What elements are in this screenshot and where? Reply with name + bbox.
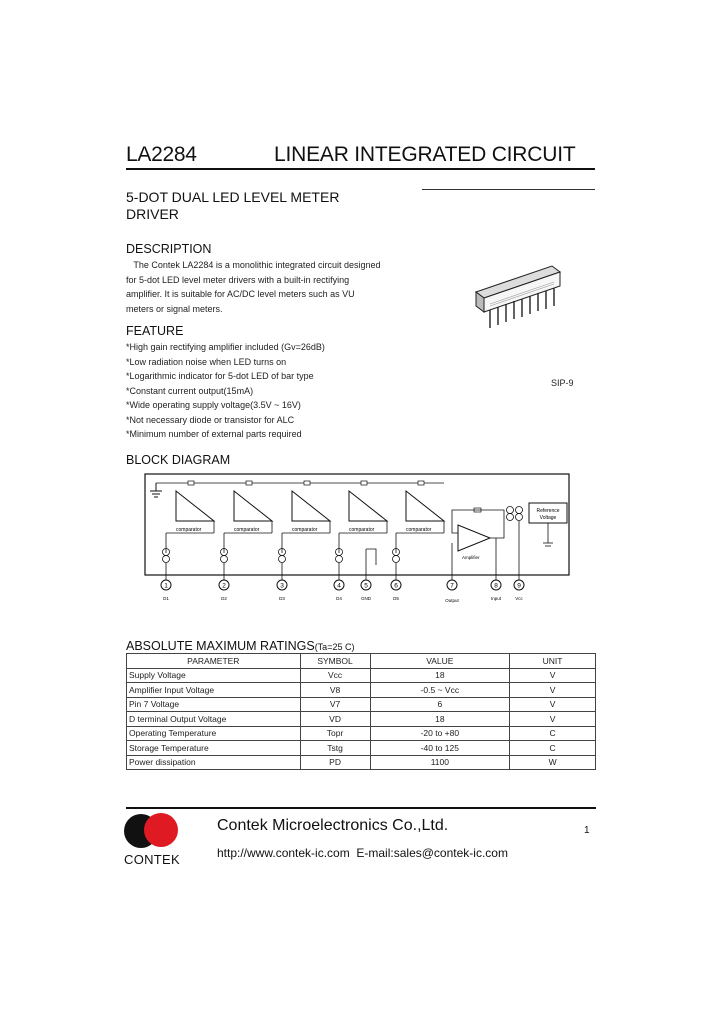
- pin-label: D5: [393, 596, 399, 601]
- feature-item: *Not necessary diode or transistor for ALC: [126, 414, 295, 425]
- comparator-label: comparator: [406, 527, 432, 533]
- value-cell: -0.5 ~ Vcc: [370, 683, 510, 698]
- reference-label: Reference: [536, 508, 560, 514]
- ratings-condition: (Ta=25 C): [314, 642, 355, 652]
- column-header: SYMBOL: [300, 654, 370, 669]
- comparator-label: comparator: [349, 527, 375, 533]
- document-subtitle: [126, 189, 386, 223]
- symbol-cell: V8: [300, 683, 370, 698]
- comparator-5: [396, 481, 444, 553]
- pin-3: [277, 580, 287, 601]
- description-line: meters or signal meters.: [126, 303, 223, 314]
- pin-number: 8: [494, 582, 498, 590]
- pin-label: Vcc: [515, 596, 523, 601]
- pin-label: D4: [336, 596, 342, 601]
- value-cell: -40 to 125: [370, 741, 510, 756]
- feature-item: *Wide operating supply voltage(3.5V ~ 16V): [126, 400, 301, 410]
- pin-label: D3: [279, 596, 285, 601]
- symbol-cell: VD: [300, 712, 370, 727]
- parameter-cell: Pin 7 Voltage: [127, 697, 301, 712]
- reference-label: Voltage: [539, 515, 557, 521]
- column-header: PARAMETER: [127, 654, 301, 669]
- subtitle-divider: [422, 189, 595, 190]
- pin-label: Input: [490, 596, 502, 601]
- pin-number: 1: [164, 582, 168, 590]
- logo-red-circle: [144, 813, 178, 847]
- contek-logo-icon: [123, 812, 181, 850]
- ratings-heading: [126, 639, 354, 653]
- symbol-cell: Vcc: [300, 668, 370, 683]
- pin-1: [161, 580, 171, 601]
- feature-item: *Low radiation noise when LED turns on: [126, 356, 287, 367]
- pin-7: [445, 580, 459, 603]
- unit-cell: V: [510, 683, 596, 698]
- unit-cell: V: [510, 668, 596, 683]
- table-row: [127, 683, 596, 698]
- email-link[interactable]: E-mail:sales@contek-ic.com: [356, 846, 508, 860]
- symbol-cell: PD: [300, 755, 370, 770]
- parameter-cell: Storage Temperature: [127, 741, 301, 756]
- package-label: SIP-9: [551, 378, 574, 388]
- pin-5: [361, 580, 372, 601]
- parameter-cell: Supply Voltage: [127, 668, 301, 683]
- document-category: LINEAR INTEGRATED CIRCUIT: [274, 143, 576, 166]
- pin-2: [219, 580, 229, 601]
- brand-name: CONTEK: [124, 852, 180, 867]
- ratings-table: [126, 653, 596, 770]
- block-diagram-heading: BLOCK DIAGRAM: [126, 453, 231, 467]
- table-row: [127, 712, 596, 727]
- value-cell: 6: [370, 697, 510, 712]
- subtitle-line: DRIVER: [126, 206, 179, 222]
- company-name: Contek Microelectronics Co.,Ltd.: [217, 817, 449, 834]
- pin-9: [514, 580, 524, 601]
- table-header-row: [127, 654, 596, 669]
- header-divider: [126, 168, 595, 170]
- description-line: for 5-dot LED level meter drivers with a built-in rectifying: [126, 274, 350, 285]
- pin-number: 7: [450, 582, 454, 590]
- column-header: VALUE: [370, 654, 510, 669]
- comparator-1: [166, 481, 214, 553]
- comparator-4: [339, 481, 387, 553]
- description-line: The Contek LA2284 is a monolithic integrated circuit designed: [126, 260, 381, 270]
- amplifier-label: Amplifier: [462, 555, 480, 560]
- subtitle-line: 5-DOT DUAL LED LEVEL METER: [126, 189, 340, 205]
- description-heading: DESCRIPTION: [126, 242, 212, 256]
- pin-number: 2: [222, 582, 226, 590]
- feature-item: *Minimum number of external parts required: [126, 429, 302, 439]
- feature-heading: FEATURE: [126, 324, 184, 338]
- parameter-cell: Power dissipation: [127, 755, 301, 770]
- parameter-cell: Amplifier Input Voltage: [127, 683, 301, 698]
- comparator-label: comparator: [176, 527, 202, 533]
- unit-cell: V: [510, 697, 596, 712]
- pin-4: [334, 580, 344, 601]
- unit-cell: C: [510, 726, 596, 741]
- pin-number: 9: [517, 582, 521, 590]
- parameter-cell: D terminal Output Voltage: [127, 712, 301, 727]
- pin-label: D1: [163, 596, 169, 601]
- table-row: [127, 726, 596, 741]
- description-text: [126, 258, 388, 316]
- pin-number: 3: [280, 582, 284, 590]
- pin-label: GND: [361, 596, 371, 601]
- table-row: [127, 741, 596, 756]
- feature-list: [126, 340, 366, 442]
- pin-number: 6: [394, 582, 398, 590]
- description-line: amplifier. It is suitable for AC/DC level meters such as VU: [126, 289, 355, 299]
- value-cell: 18: [370, 712, 510, 727]
- pin-6: [391, 580, 401, 601]
- table-row: [127, 755, 596, 770]
- parameter-cell: Operating Temperature: [127, 726, 301, 741]
- table-row: [127, 697, 596, 712]
- feature-item: *Constant current output(15mA): [126, 385, 254, 396]
- unit-cell: W: [510, 755, 596, 770]
- unit-cell: V: [510, 712, 596, 727]
- unit-cell: C: [510, 741, 596, 756]
- comparator-2: [224, 481, 272, 553]
- column-header: UNIT: [510, 654, 596, 669]
- symbol-cell: V7: [300, 697, 370, 712]
- page-number: 1: [584, 825, 590, 836]
- ratings-title: ABSOLUTE MAXIMUM RATINGS: [126, 639, 315, 653]
- comparator-label: comparator: [292, 527, 318, 533]
- comparator-label: comparator: [234, 527, 260, 533]
- amplifier: [452, 508, 504, 581]
- value-cell: 18: [370, 668, 510, 683]
- pin-8: [491, 580, 502, 601]
- pin-number: 5: [364, 582, 368, 590]
- table-row: [127, 668, 596, 683]
- feature-item: *High gain rectifying amplifier included (Gv=26dB): [126, 342, 325, 352]
- value-cell: -20 to +80: [370, 726, 510, 741]
- website-link[interactable]: http://www.contek-ic.com: [217, 846, 350, 860]
- pin-number: 4: [337, 582, 341, 590]
- symbol-cell: Topr: [300, 726, 370, 741]
- block-diagram: [144, 473, 570, 603]
- footer-divider: [126, 807, 596, 809]
- contact-line: [217, 846, 508, 860]
- pin-label: Output: [445, 598, 459, 603]
- pin-label: D2: [221, 596, 227, 601]
- comparator-3: [282, 481, 330, 553]
- feature-item: *Logarithmic indicator for 5-dot LED of bar type: [126, 371, 314, 381]
- value-cell: 1100: [370, 755, 510, 770]
- ground-icon: [150, 483, 162, 497]
- symbol-cell: Tstg: [300, 741, 370, 756]
- sip-package-image: [470, 262, 570, 340]
- part-number: LA2284: [126, 143, 197, 166]
